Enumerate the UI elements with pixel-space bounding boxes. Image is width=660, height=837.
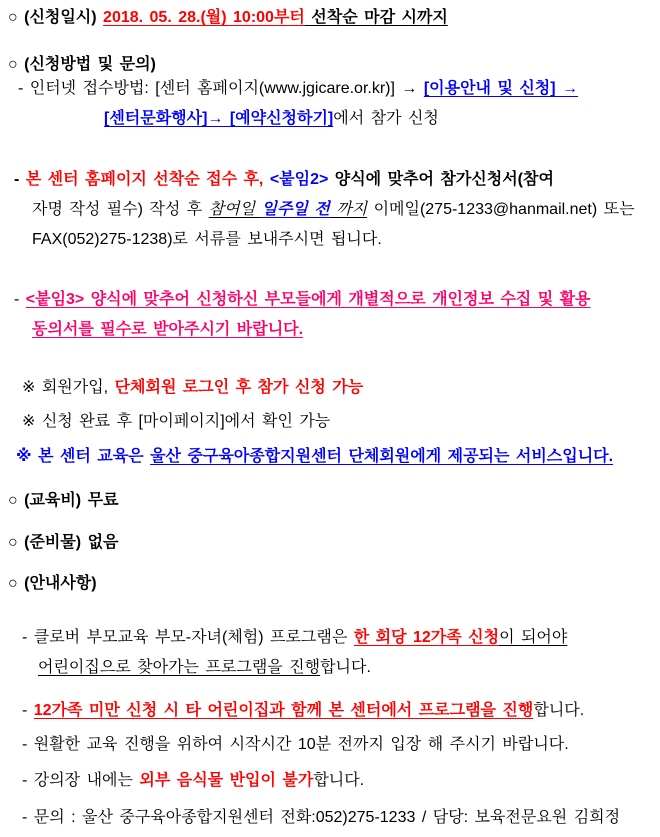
twelve-families-highlight: 한 회당 12가족 신청: [353, 629, 500, 646]
homepage-reception-line1: [0, 170, 656, 190]
application-method-label: ○ (신청방법 및 문의): [8, 56, 156, 73]
under-12-families-highlight: 12가족 미만 신청 시 타 어린이집과 함께 본 센터에서 프로그램을 진행: [33, 702, 534, 719]
no-food-line: [0, 771, 656, 791]
note-service: [0, 447, 656, 467]
fee-line: [0, 491, 656, 511]
sentence-ending: 합니다.: [320, 659, 371, 676]
membership-note-text: ※ 회원가입,: [22, 379, 115, 396]
under-12-families-line: [0, 701, 656, 721]
attachment3-consent-highlight: <붙임3> 양식에 맞추어 신청하신 부모들에게 개별적으로 개인정보 수집 및 활용: [25, 291, 591, 308]
clover-program-line2: [0, 658, 656, 678]
attachment2-ref: <붙임2>: [269, 171, 329, 188]
one-week-before-highlight: 일주일 전: [261, 201, 330, 218]
internet-application-line2: [0, 109, 656, 129]
lecture-room-text: - 강의장 내에는: [22, 772, 140, 789]
email-address: 이메일(275-1233@hanmail.net) 또는: [367, 201, 635, 218]
consent-required-highlight: 동의서를 필수로 받아주시기 바랍니다.: [32, 321, 304, 338]
bullet-application-date-label: ○ (신청일시): [8, 9, 104, 26]
group-member-login-highlight: 단체회원 로그인 후 참가 신청 가능: [114, 379, 364, 396]
internet-application-line1: [0, 79, 656, 99]
supplies-label: ○ (준비물) 없음: [8, 534, 119, 551]
contact-info-text: - 문의 : 울산 중구육아종합지원센터 전화:052)275-1233 / 담당: 보육전문요원 김희정: [22, 809, 621, 826]
supplies-line: [0, 533, 656, 553]
apply-here-text: 에서 참가 신청: [333, 110, 439, 127]
link-center-culture-event-reservation: [센터문화행사]→ [예약신청하기]: [104, 110, 334, 127]
contact-line: [0, 808, 656, 828]
participant-name-required-text: 자명 작성 필수) 작성 후: [32, 201, 209, 218]
fax-number: FAX(052)275-1238)로 서류를 보내주시면 됩니다.: [32, 231, 382, 248]
application-method-heading: [0, 55, 656, 75]
note-membership: [0, 378, 656, 398]
guidance-label: ○ (안내사항): [8, 575, 97, 592]
arrival-time-line: [0, 735, 656, 755]
guidance-heading: [0, 574, 656, 594]
until-text: 까지: [329, 201, 368, 218]
application-date-deadline: 선착순 마감 시까지: [304, 9, 448, 26]
clover-program-line1: [0, 628, 656, 648]
group-member-service-highlight: 울산 중구육아종합지원센터 단체회원에게 제공되는 서비스입니다.: [150, 448, 614, 465]
no-outside-food-highlight: 외부 음식물 반입이 불가: [139, 772, 314, 789]
homepage-reception-line2: [0, 200, 656, 220]
link-usage-guide: [이용안내 및 신청] →: [423, 80, 579, 97]
sentence-ending: 합니다.: [533, 702, 585, 719]
homepage-reception-highlight: 본 센터 홈페이지 선착순 접수 후,: [25, 171, 270, 188]
mypage-note-text: ※ 신청 완료 후 [마이페이지]에서 확인 가능: [22, 413, 331, 430]
consent-form-line2: [0, 320, 656, 340]
must-be-text: 이 되어야: [499, 629, 568, 646]
participation-day-text: 참여일: [208, 201, 262, 218]
application-date-line: [0, 8, 656, 28]
internet-method-text: - 인터넷 접수방법: [센터 홈페이지(www.jgicare.or.kr)] →: [18, 80, 424, 97]
application-date-highlight: 2018. 05. 28.(월) 10:00부터: [103, 9, 305, 26]
center-education-text: ※ 본 센터 교육은: [16, 448, 151, 465]
dash: -: [22, 702, 34, 719]
dash: -: [14, 171, 26, 188]
dash: -: [14, 291, 26, 308]
form-instruction-text: 양식에 맞추어 참가신청서(참여: [328, 171, 554, 188]
visiting-program-text: 어린이집으로 찾아가는 프로그램을 진행: [38, 659, 321, 676]
arrival-time-text: - 원활한 교육 진행을 위하여 시작시간 10분 전까지 입장 해 주시기 바랍니다.: [22, 736, 569, 753]
note-mypage: [0, 412, 656, 432]
fee-label: ○ (교육비) 무료: [8, 492, 119, 509]
homepage-reception-line3: [0, 230, 656, 250]
consent-form-line1: [0, 290, 656, 310]
clover-program-text: - 클로버 부모교육 부모-자녀(체험) 프로그램은: [22, 629, 354, 646]
sentence-ending: 합니다.: [313, 772, 365, 789]
